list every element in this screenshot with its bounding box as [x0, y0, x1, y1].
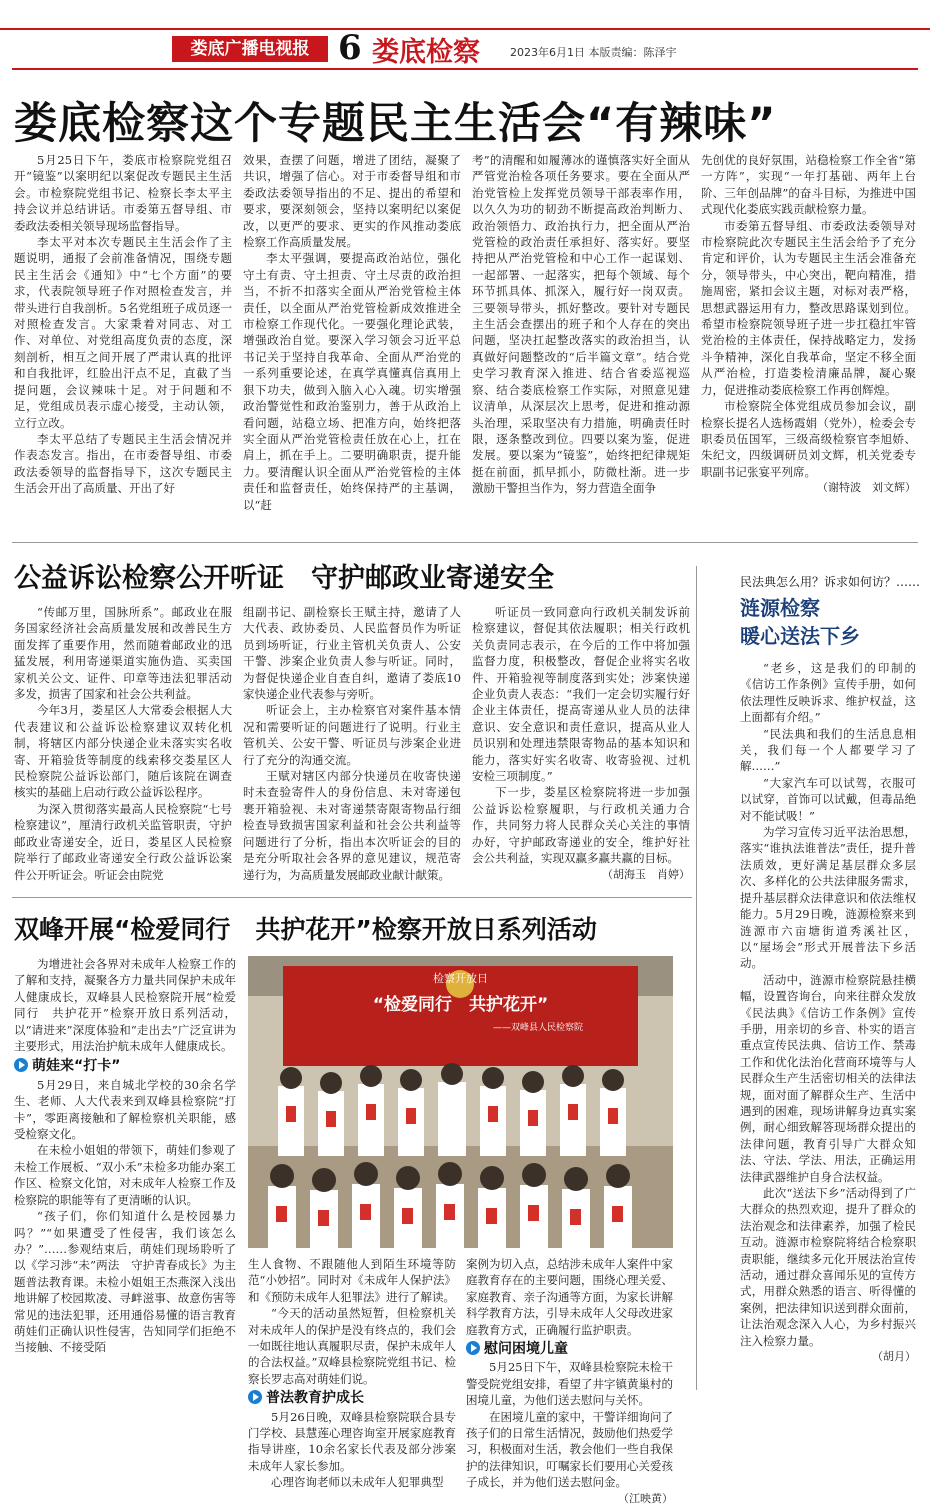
paragraph: 先创优的良好氛围，站稳检察工作全省“第一方阵”，实现“一年打基础、两年上台阶、三年创品牌”的奋斗目标，为推进中国式现代化娄底实践贡献检察力量。 — [701, 153, 916, 217]
banner-subtitle: ——双峰县人民检察院 — [492, 1023, 583, 1033]
paragraph: 李太平强调，要提高政治站位，强化守土有责、守土担责、守土尽责的政治担当，不折不扣落实全面从严治党管检主体责任，以全面从严治党管检新成效推进全市检察工作现代化。一要强化理论武装，增强政治自觉。要深入学习领会习近平总书记关于坚持自我革命、全面从严治党的一系列重要论述，在真学真懂真信真用上狠下功夫，做到入脑入心入魂。切实增强政治警觉性和政治鉴别力，善于从政治上看问题，站稳立场、把准方向，始终把落实全面从严治党管检责任放在心上，扛在肩上，抓在手上。二要明确职责，提升能力。要清醒认识全面从严治党管检的主体责任和监督责任，始终保持严的主基调，以“赶 — [243, 251, 461, 512]
paragraph: 5月25日下午，双峰县检察院未检干警受院党组安排，看望了井字镇黄巢村的困境儿童，为他们送去慰问与关怀。 — [466, 1360, 673, 1408]
banner-slogan: “检爱同行 共护花开” — [372, 995, 549, 1015]
article4-col1 — [14, 956, 236, 1390]
paragraph: “今天的活动虽然短暂，但检察机关对未成年人的保护是没有终点的，我们会一如既往地认真履职尽责，保护未成年人的合法权益。”双峰县检察院党组书记、检察长罗志高对萌娃们说。 — [248, 1306, 456, 1386]
header-divider — [12, 68, 918, 70]
subhead-pufa — [248, 1390, 456, 1406]
paragraph: 5月25日下午，娄底市检察院党组召开“镜鉴”以案明纪以案促改专题民主生活会。市检察院党组书记、检察长李太平主持会议并总结讲话。市委第五督导组、市委政法委相关领导现场监督指导。 — [14, 153, 232, 233]
article4-headline: 双峰开展“检爱同行 共护花开”检察开放日系列活动 — [14, 915, 597, 944]
subhead-text: 慰问困境儿童 — [484, 1341, 568, 1358]
paragraph: 为深入贯彻落实最高人民检察院“七号检察建议”，厘清行政机关监管职责，守护邮政业寄递安全，近日，娄星区人民检察院举行了邮政业寄递安全行政公益诉讼案件公开听证会。听证会由院党 — [14, 801, 232, 882]
article1-col4 — [701, 152, 916, 532]
subhead-text: 普法教育护成长 — [266, 1390, 364, 1407]
subhead-weiwen — [466, 1341, 673, 1357]
paragraph: 心理咨询老师以未成年人犯罪典型 — [271, 1475, 444, 1490]
paragraph: 活动中，涟源市检察院悬挂横幅，设置咨询台，向来往群众发放《民法典》《信访工作条例》宣传手册，用亲切的乡音、朴实的语言重点宣传民法典、信访工作、禁毒工作和优化法治化营商环境等与人民群众生产生活密切相关的法律法规，面对面了解群众生产、生活中遇到的困难，现场讲解身边真实案例，耐心细致解答现场群众提出的法律问题，教育引导广大群众知法、守法、学法、用法，正确运用法律武器维护自身合法权益。 — [740, 972, 916, 1184]
paragraph: “民法典和我们的生活息息相关，我们每一个人都要学习了解……” — [740, 726, 916, 774]
article2-col1 — [14, 604, 232, 888]
paragraph: 效果，查摆了问题，增进了团结，凝聚了共识，增强了信心。对于市委督导组和市委政法委领导指出的不足、提出的希望和要求，要深刻领会，坚持以案明纪以案促改，以更严的要求、更实的作风推动娄底检察工作高质量发展。 — [243, 153, 461, 250]
page-number: 6 — [338, 28, 362, 68]
section-title: 娄底检察 — [372, 37, 480, 68]
paragraph: “孩子们，你们知道什么是校园暴力吗？”“如果遭受了性侵害，我们该怎么办？”……参观结束后，萌娃们现场聆听了以《学习涉“未”两法 守护青春成长》为主题普法教育课。未检小姐姐王杰燕深入浅出地讲解了校园欺凌、寻衅滋事、故意伤害等常见的违法犯罪，还用通俗易懂的语言教育萌娃们正确认识性侵害，告知同学们拒绝不当接触、不接受陌 — [14, 1209, 236, 1355]
event-photo — [248, 956, 673, 1248]
article3-headline-line2: 暖心送法下乡 — [740, 624, 860, 648]
dateline: 2023年6月1日 本版责编：陈泽宇 — [510, 46, 677, 59]
article2-col3 — [472, 604, 690, 888]
subhead-dakai — [14, 1058, 236, 1074]
byline: （江映黄） — [618, 1491, 673, 1505]
paragraph: 李太平对本次专题民主生活会作了主题说明，通报了会前准备情况，围绕专题民主生活会《通知》中“七个方面”的要求，代表院领导班子作对照检查发言，并带头进行自我剖析。5名党组班子成员逐一对照检查发言。大家秉着对同志、对工作、对单位、对党组高度负责的态度，深刻剖析，相互之间开展了严肃认真的批评和自我批评，红脸出汗点不足，直截了当提问题，会议辣味十足。对于问题和不足，党组成员表示虚心接受，主动认领，立行立改。 — [14, 235, 232, 430]
paragraph: “传邮万里，国脉所系”。邮政业在服务国家经济社会高质量发展和改善民生方面发挥了重要作用，然而随着邮政业的迅猛发展，利用寄递渠道实施伪造、买卖国家机关公文、证件、印章等违法犯罪活动多发，损害了国家和社会公共利益。 — [14, 605, 232, 702]
paragraph: 在困境儿童的家中，干警详细询问了孩子们的日常生活情况，鼓励他们热爱学习，积极面对生活，教会他们一些自我保护的法律知识，叮嘱家长们要用心关爱孩子成长，并为他们送去慰问金。 — [466, 1409, 673, 1490]
play-icon — [14, 1058, 28, 1072]
section-divider — [12, 542, 918, 543]
paragraph: 为学习宣传习近平法治思想，落实“谁执法谁普法”责任，提升普法质效，更好满足基层群众多层次、多样化的公共法律服务需求，提升基层群众法律意识和依法维权能力。5月29日晚，涟源检察来到涟源市六亩塘街道秀溪社区，以“屋场会”形式开展普法下乡活动。 — [740, 825, 916, 971]
paragraph: 听证员一致同意向行政机关制发诉前检察建议，督促其依法履职；相关行政机关负责同志表示，在今后的工作中将加强监督力度，积极整改，督促企业将实名收件、开箱验视等制度落到实处；涉案快递企业负责人表态：“我们一定会切实履行好企业主体责任，提高寄递从业人员的法律意识、安全意识和责任意识，提高从业人员识别和处理违禁限寄物品的基本知识和能力，落实好实名收寄、收寄验视、过机安检三项制度。” — [472, 605, 690, 784]
paragraph: 5月29日，来自城北学校的30余名学生、老师、人大代表来到双峰县检察院“打卡”，零距离接触和了解检察机关职能，感受检察文化。 — [14, 1077, 236, 1142]
article1-col1 — [14, 152, 232, 532]
article2-col2 — [243, 604, 461, 888]
article3-headline-line1: 涟源检察 — [740, 596, 820, 620]
paragraph: 组副书记、副检察长王赋主持，邀请了人大代表、政协委员、人民监督员作为听证员到场听证，行业主管机关负责人、公安干警、涉案企业负责人参与听证。同时，为督促快递企业自查自纠，邀请了娄底10家快递企业代表参与旁听。 — [243, 605, 461, 702]
paragraph: 考”的清醒和如履薄冰的谨慎落实好全面从严管党治检各项任务要求。要在全面从严治党管检上发挥党员领导干部表率作用，以久久为功的韧劲不断提高政治判断力、政治领悟力、政治执行力，把全面从严治党管检的政治责任承担好、落实好。要坚持把从严治党管检和中心工作一起谋划、一起部署、一起落实，把每个领域、每个环节抓具体、抓深入，履行好一岗双责。三要领导带头，抓好整改。要针对专题民主生活会查摆出的班子和个人存在的突出问题，坚决扛起整改落实的政治担当，认真做好问题整改的“后半篇文章”。结合党史学习教育深入推进、结合省委巡视巡察、结合娄底检察工作实际，对照意见建议清单，从深层次上思考，促进和推动源头治理，采取坚决有力措施，明确责任时限，逐条整改到位。四要以案为鉴，促进发展。要以案为“镜鉴”，始终把纪律规矩挺在前面，抓早抓小，防微杜渐。进一步激励干警担当作为，努力营造全面争 — [472, 153, 690, 496]
paragraph: 听证会上，主办检察官对案件基本情况和需要听证的问题进行了说明。行业主管机关、公安干警、听证员与涉案企业进行了充分的沟通交流。 — [243, 703, 461, 767]
paragraph: 生人食物、不跟随他人到陌生环境等防范“小妙招”。同时对《未成年人保护法》和《预防未成年人犯罪法》进行了解读。 — [248, 1257, 456, 1304]
byline: （胡月） — [872, 1350, 916, 1364]
paragraph: 市委第五督导组、市委政法委领导对市检察院此次专题民主生活会给予了充分肯定和评价，认为专题民主生活会准备充分，领导带头，中心突出，靶向精准，措施周密，紧扣会议主题，对标对表严格，思想武器运用有力，整改思路谋划到位。希望市检察院领导班子进一步扛稳扛牢管党治检的主体责任，保持战略定力，发扬斗争精神，深化自我革命，坚定不移全面从严治检，打造娄检清廉品牌，凝心聚力，促进推动娄底检察工作再创辉煌。 — [701, 218, 916, 397]
article4-col2 — [248, 1256, 456, 1490]
section-divider — [12, 897, 692, 898]
paragraph: 李太平总结了专题民主生活会情况并作表态发言。指出，在市委督导组、市委政法委领导的监督指导下，这次专题民主生活会开出了高质量、开出了好 — [14, 431, 232, 496]
article3-body — [740, 660, 916, 1390]
paragraph: 此次“送法下乡”活动得到了广大群众的热烈欢迎，提升了群众的法治观念和法律素养，加强了检民互动。涟源市检察院将结合检察职责职能，继续多元化开展法治宣传活动，通过群众喜闻乐见的宣传方式，用群众熟悉的语言、听得懂的案例，把法律知识送到群众面前，让法治观念深入人心，为乡村振兴注入检察力量。 — [740, 1186, 916, 1348]
article1-col2 — [243, 152, 461, 532]
paragraph: 为增进社会各界对未成年人检察工作的了解和支持，凝聚各方力量共同保护未成年人健康成长，双峰县人民检察院开展“检爱同行 共护花开”检察开放日系列活动，以“请进来”深度体验和“走出去”广泛宣讲为主要形式，用法治护航未成年人健康成长。 — [14, 957, 236, 1054]
play-icon — [248, 1390, 262, 1404]
paper-name-badge: 娄底广播电视报 — [172, 36, 328, 62]
article3-kicker: 民法典怎么用？诉求如何访？…… — [740, 575, 921, 589]
paragraph: 今年3月，娄星区人大常委会根据人大代表建议和公益诉讼检察建议双转化机制，将辖区内部分快递企业未落实实名收寄、开箱验货等制度的线索移交娄星区人民检察院公益诉讼部门，随后该院在调查核实的基础上启动行政公益诉讼程序。 — [14, 703, 232, 800]
byline: （谢特波 刘文辉） — [817, 481, 916, 495]
article1-headline: 娄底检察这个专题民主生活会“有辣味” — [14, 99, 777, 149]
paragraph: 5月26日晚，双峰县检察院联合县专门学校、县慧莲心理咨询室开展家庭教育指导讲座，10余名家长代表及部分涉案未成年人家长参加。 — [248, 1409, 456, 1473]
article2-headline: 公益诉讼检察公开听证 守护邮政业寄递安全 — [14, 563, 554, 594]
paragraph: “老乡，这是我们的印制的《信访工作条例》宣传手册，如何依法理性反映诉求、维护权益，这上面都有介绍。” — [740, 661, 916, 725]
byline: （胡海玉 肖婷） — [602, 867, 690, 881]
subhead-text: 萌娃来“打卡” — [32, 1058, 121, 1075]
paragraph: “大家汽车可以试驾，衣服可以试穿，首饰可以试戴，但毒品绝对不能试吸！” — [740, 775, 916, 823]
paragraph: 在未检小姐姐的带领下，萌娃们参观了未检工作展板、“双小禾”未检多功能办案工作区、检察文化馆，对未成年人检察工作及检察院的职能等有了更清晰的认识。 — [14, 1143, 236, 1207]
paragraph: 下一步，娄星区检察院将进一步加强公益诉讼检察履职，与行政机关通力合作，共同努力将人民群众关心关注的事情办好，守护邮政寄递业的安全，维护好社会公共利益，实现双赢多赢共赢的目标。 — [472, 785, 690, 866]
article4-col3 — [466, 1256, 673, 1505]
banner-title: 检察开放日 — [433, 972, 488, 985]
paragraph: 市检察院全体党组成员参加会议，副检察长提名人选杨霞娟（党外），检委会专职委员伍国军，三级高级检察官李旭娇、朱纪文，四级调研员刘文辉，机关党委专职副书记张宴平列席。 — [701, 399, 916, 479]
article1-col3 — [472, 152, 690, 532]
play-icon — [466, 1341, 480, 1355]
paragraph: 王赋对辖区内部分快递员在收寄快递时未查验寄件人的身份信息、未对寄递包裹开箱验视、未对寄递禁寄限寄物品行细检查导致损害国家利益和社会公共利益等问题进行了分析，指出本次听证会的目的是充分听取社会各界的意见建议，规范寄递行为，为高质量发展邮政业献计献策。 — [243, 769, 461, 882]
column-divider — [696, 566, 697, 1390]
paragraph: 案例为切入点，总结涉未成年人案件中家庭教育存在的主要问题，围绕心理关爱、家庭教育、亲子沟通等方面，为家长讲解科学教育方法，引导未成年人父母改进家庭教育方式，正确履行监护职责。 — [466, 1257, 673, 1337]
